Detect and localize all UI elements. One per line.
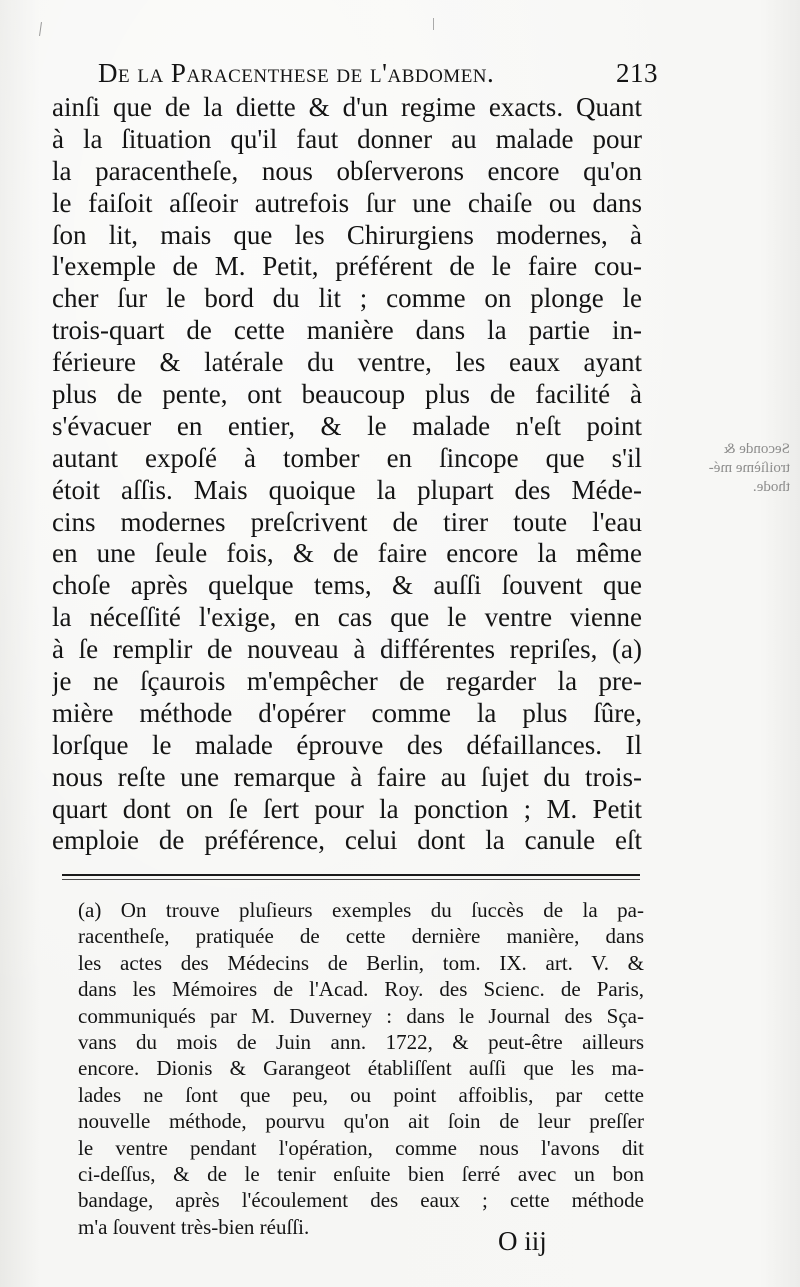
footnote-line: m'a ſouvent très-bien réuſſi.	[78, 1214, 310, 1239]
footnote-line: bandage, après l'écoulement des eaux ; cette méthode	[78, 1188, 644, 1213]
text-line: à la ſituation qu'il faut donner au malade pour	[52, 123, 642, 154]
text-line: je ne ſçaurois m'empêcher de regarder la pre-	[52, 666, 642, 697]
main-text-block	[52, 92, 642, 857]
footnote-block	[78, 897, 644, 1240]
text-line: ſon lit, mais que les Chirurgiens modernes, à	[52, 219, 642, 250]
text-line: férieure & latérale du ventre, les eaux ayant	[52, 347, 642, 378]
margin-note-bleedthrough	[650, 440, 790, 497]
signature-mark: O iij	[498, 1226, 547, 1256]
text-line: l'exemple de M. Petit, préférent de le faire cou-	[52, 251, 642, 282]
page-edge-mark	[39, 22, 42, 36]
footnote-line: communiqués par M. Duverney : dans le Journal des Sça-	[78, 1003, 644, 1028]
text-line: en une ſeule fois, & de faire encore la même	[52, 538, 642, 569]
footnote-line: (a) On trouve pluſieurs exemples du ſuccès de la pa-	[78, 898, 644, 922]
margin-note-line: troiſième mé-	[708, 460, 790, 476]
footnote-line: encore. Dionis & Garangeot établiſſent auſſi que les ma-	[78, 1056, 644, 1081]
text-line: plus de pente, ont beaucoup plus de facilité à	[52, 379, 642, 410]
footnote-rule	[62, 874, 640, 876]
footnote-line: vans du mois de Juin ann. 1722, & peut-être ailleurs	[78, 1029, 644, 1054]
text-line: autant expoſé à tomber en ſincope que s'il	[52, 442, 642, 473]
text-line: la néceſſité l'exige, en cas que le ventre vienne	[52, 602, 642, 633]
footnote-line: lades ne ſont que peu, ou point affoiblis, par cette	[78, 1082, 644, 1107]
page-number: 213	[616, 58, 658, 88]
text-line: cher ſur le bord du lit ; comme on plonge le	[52, 283, 642, 314]
text-line: le faiſoit aſſeoir autrefois ſur une chaiſe ou dans	[52, 187, 642, 218]
text-line: choſe après quelque tems, & auſſi ſouvent que	[52, 570, 642, 601]
text-line: cins modernes preſcrivent de tirer toute l'eau	[52, 506, 642, 537]
footnote-line: dans les Mémoires de l'Acad. Roy. des Scienc. de Paris,	[78, 977, 644, 1002]
text-line: quart dont on ſe ſert pour la ponction ; M. Petit	[52, 793, 642, 824]
text-line: lorſque le malade éprouve des défaillances. Il	[52, 729, 642, 760]
running-title: De la Paracenthese de l'abdomen.	[98, 58, 495, 88]
text-line: ainſi que de la diette & d'un regime exacts. Quant	[52, 92, 642, 122]
footnote-line: les actes des Médecins de Berlin, tom. IX. art. V. &	[78, 950, 644, 975]
text-line: trois-quart de cette manière dans la partie in-	[52, 315, 642, 346]
text-line: nous reſte une remarque à faire au ſujet du trois-	[52, 761, 642, 792]
margin-note-line: thode.	[752, 479, 790, 495]
footnote-line: le ventre pendant l'opération, comme nous l'avons dit	[78, 1135, 644, 1160]
text-line: emploie de préférence, celui dont la canule eſt	[52, 825, 642, 856]
footnote-rule-thin	[62, 879, 640, 880]
running-header	[98, 58, 658, 89]
text-line: étoit aſſis. Mais quoique la plupart des Méde-	[52, 474, 642, 505]
text-line: à ſe remplir de nouveau à différentes repriſes, (a)	[52, 634, 642, 665]
margin-note-line: Seconde &	[723, 441, 790, 457]
text-line: mière méthode d'opérer comme la plus ſûre,	[52, 697, 642, 728]
footnote-line: nouvelle méthode, pourvu qu'on ait ſoin de leur preſſer	[78, 1109, 644, 1134]
footnote-line: ci-deſſus, & de le tenir enſuite bien ſerré avec un bon	[78, 1161, 644, 1186]
page-crease-mark	[433, 18, 434, 30]
text-line: s'évacuer en entier, & le malade n'eſt point	[52, 410, 642, 441]
text-line: la paracentheſe, nous obſerverons encore qu'on	[52, 155, 642, 186]
footnote-line: racentheſe, pratiquée de cette dernière manière, dans	[78, 924, 644, 949]
